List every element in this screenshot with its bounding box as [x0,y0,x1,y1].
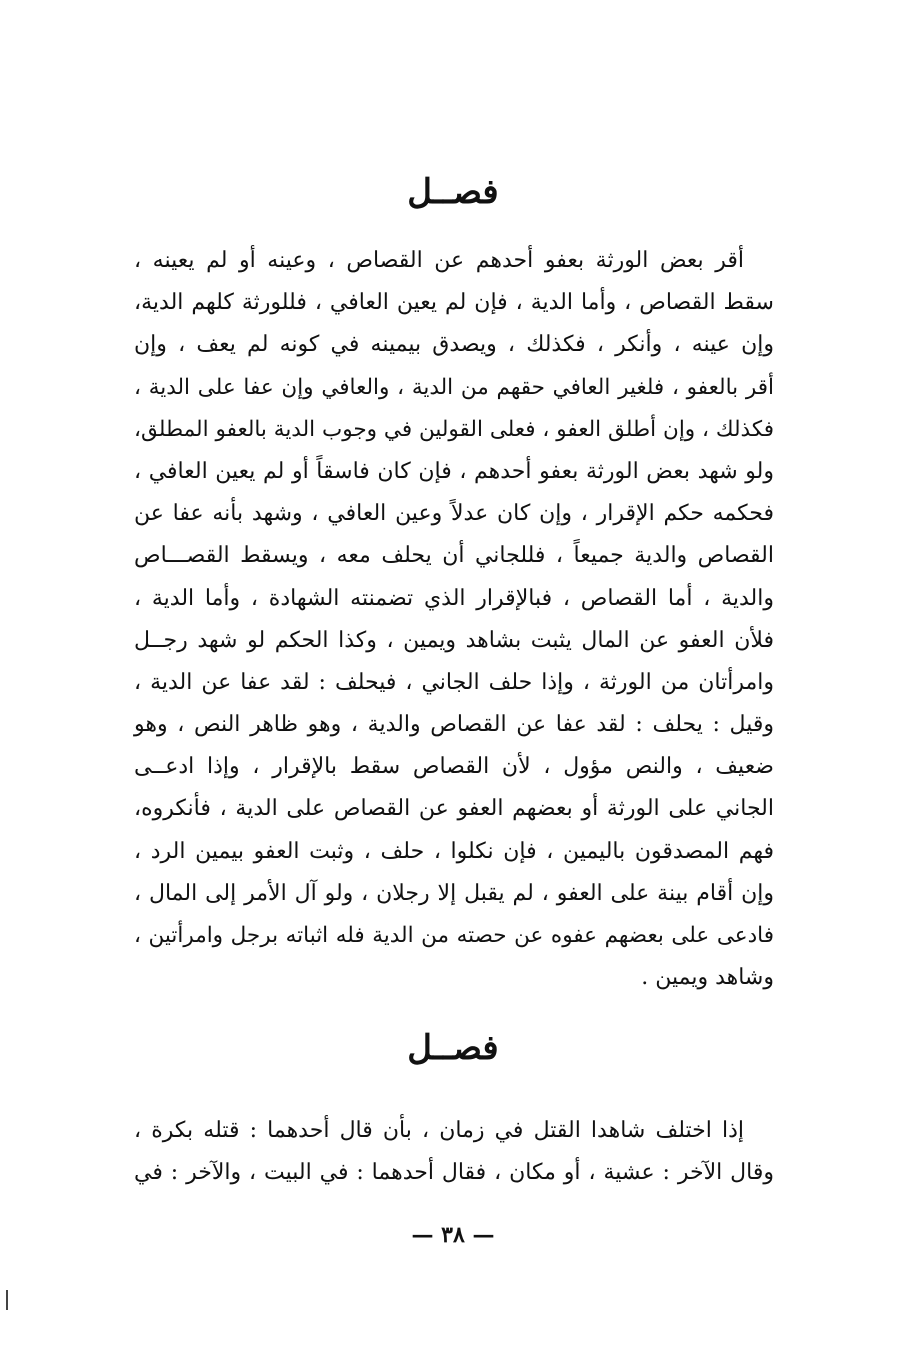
text-line: ولو شهد بعض الورثة بعفو أحدهم ، فإن كان فاسقاً أو لم يعين العافي ، [134,458,774,484]
text-line: إذا اختلف شاهدا القتل في زمان ، بأن قال أحدهما : قتله بكرة ، [134,1118,744,1143]
text-line: وإن عينه ، وأنكر ، فكذلك ، ويصدق بيمينه في كونه لم يعف ، وإن [134,332,774,358]
text-line: وشاهد ويمين . [641,965,774,991]
text-line: أقر بعض الورثة بعفو أحدهم عن القصاص ، وعينه أو لم يعينه ، [134,248,744,273]
page-number: — ٣٨ — [411,1222,495,1248]
text-line: سقط القصاص ، وأما الدية ، فإن لم يعين العافي ، فللورثة كلهم الدية، [134,290,774,316]
text-line: والدية ، أما القصاص ، فبالإقرار الذي تضمنته الشهادة ، وأما الدية ، [134,585,774,611]
section-2-body [134,1110,774,1194]
text-line: فكذلك ، وإن أطلق العفو ، فعلى القولين في وجوب الدية بالعفو المطلق، [134,416,774,442]
section-heading: فصــل [407,172,499,212]
section-heading: فصــل [407,1028,499,1068]
text-line: الجاني على الورثة أو بعضهم العفو عن القصاص على الدية ، فأنكروه، [134,796,774,822]
text-line: أقر بالعفو ، فلغير العافي حقهم من الدية ، والعافي وإن عفا على الدية ، [134,374,774,400]
text-line: وإن أقام بينة على العفو ، لم يقبل إلا رجلان ، ولو آل الأمر إلى المال ، [134,880,774,906]
text-line: وامرأتان من الورثة ، وإذا حلف الجاني ، فيحلف : لقد عفا عن الدية ، [134,669,774,695]
text-line: ضعيف ، والنص مؤول ، لأن القصاص سقط بالإقرار ، وإذا ادعــى [134,754,774,780]
margin-mark [6,1290,8,1310]
text-line: فحكمه حكم الإقرار ، وإن كان عدلاً وعين العافي ، وشهد بأنه عفا عن [134,501,774,527]
text-line: القصاص والدية جميعاً ، فللجاني أن يحلف معه ، ويسقط القصـــاص [134,543,774,569]
text-line: فهم المصدقون باليمين ، فإن نكلوا ، حلف ، وثبت العفو بيمين الرد ، [134,838,774,864]
text-line: فادعى على بعضهم عفوه عن حصته من الدية فله اثباته برجل وامرأتين ، [134,923,774,948]
text-line: وقيل : يحلف : لقد عفا عن القصاص والدية ، وهو ظاهر النص ، وهو [134,712,774,738]
text-line: فلأن العفو عن المال يثبت بشاهد ويمين ، وكذا الحكم لو شهد رجــل [134,627,774,653]
text-line: وقال الآخر : عشية ، أو مكان ، فقال أحدهما : في البيت ، والآخر : في [134,1160,774,1186]
section-1-body [134,240,774,999]
